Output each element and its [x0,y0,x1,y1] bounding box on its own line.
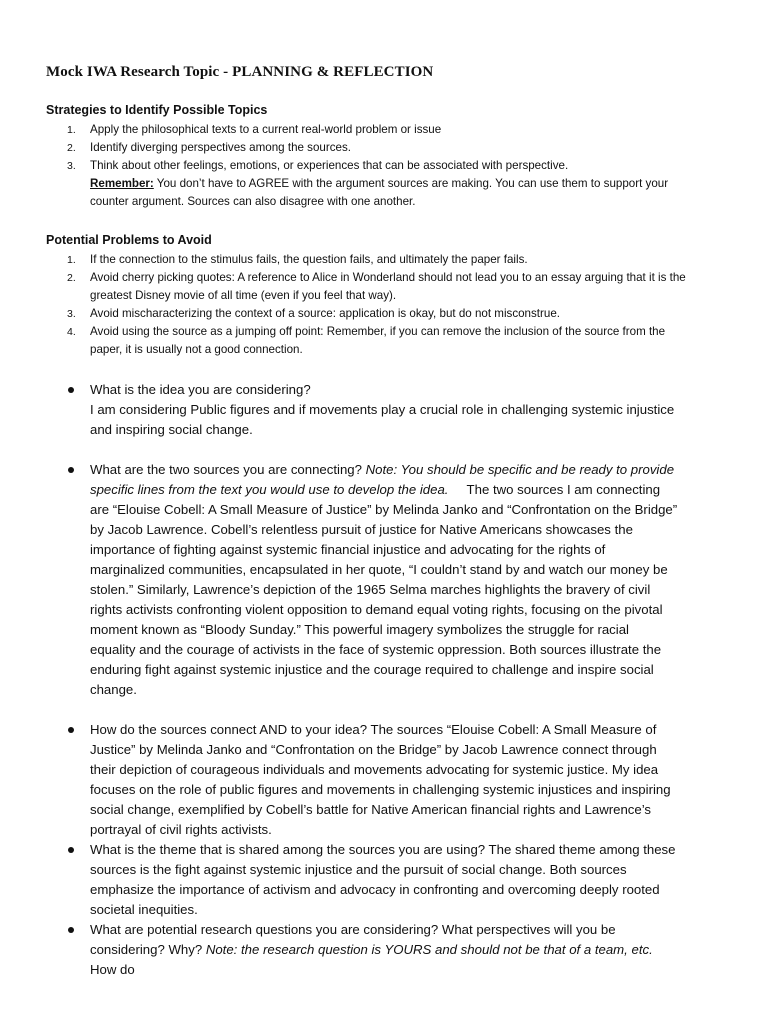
question-text: What is the theme that is shared among the sources you are using? [90,842,486,857]
list-item-text: If the connection to the stimulus fails, the question fails, and ultimately the paper fails. [90,253,528,266]
question-text: What are the two sources you are connecting? [90,462,366,477]
problems-list [46,251,686,359]
list-item-text: Avoid mischaracterizing the context of a source: application is okay, but do not misconstrue. [90,307,561,320]
answer-text: I am considering Public figures and if movements play a crucial role in challenging systemic injustice and inspiring social change. [90,402,675,437]
question-item [46,460,681,700]
bullet-icon [68,387,74,393]
strategies-heading: Strategies to Identify Possible Topics [46,103,268,117]
question-item [46,380,678,440]
question-text: What are potential research questions you are considering? What perspectives will you be considering? Why? [90,922,616,957]
bullet-icon [68,847,74,853]
list-item-text: Identify diverging perspectives among the sources. [90,141,352,154]
answer-text: How do [90,962,135,977]
bullet-icon [68,467,74,473]
list-item [46,323,686,359]
reflection-list [46,380,681,980]
list-item-text: Avoid using the source as a jumping off point: Remember, if you can remove the inclusion of the source from the paper, it is usually not a good connection. [90,325,666,356]
question-note: Note: the research question is YOURS and should not be that of a team, etc. [205,942,653,957]
remember-text: You don’t have to AGREE with the argument sources are making. You can use them to support your counter argument. Sources can also disagree with one another. [90,177,669,208]
list-number: 1. [67,124,76,136]
page-title: Mock IWA Research Topic - PLANNING & REFLECTION [46,64,434,80]
list-item-text: Think about other feelings, emotions, or experiences that can be associated with perspective. [90,159,569,172]
question-text: What is the idea you are considering? [90,382,311,397]
list-item [46,121,686,139]
list-number: 3. [67,308,76,320]
strategies-list [46,121,686,211]
bullet-icon [68,927,74,933]
list-item [46,139,686,157]
list-number: 2. [67,272,76,284]
list-number: 4. [67,326,76,338]
list-item [46,269,686,305]
question-item [46,720,678,840]
question-text: How do the sources connect AND to your idea? [90,722,368,737]
answer-text: The shared theme among these sources is the fight against systemic injustice and the pursuit of social change. Both sources emphasize the importance of activism and advocacy in confronting and overcoming deeply rooted societal inequities. [90,842,676,917]
answer-text: The two sources I am connecting are “Elouise Cobell: A Small Measure of Justice” by Melinda Janko and “Confrontation on the Bridge” by Jacob Lawrence. Cobell’s relentless pursuit of justice for Native Americans showcases the importance of fighting against systemic financial injustice and advocating for the rights of marginalized communities, encapsulated in her quote, “I couldn’t stand by and watch our money be stolen.” Similarly, Lawrence’s depiction of the 1965 Selma marches highlights the bravery of civil rights activists confronting violent opposition to demand equal voting rights, focusing on the pivotal moment known as “Bloody Sunday.” This powerful imagery symbolizes the struggle for racial equality and the courage of activists in the face of systemic oppression. Both sources illustrate the enduring fight against systemic injustice and the courage required to challenge and inspire social change. [90,482,681,697]
question-item [46,840,678,920]
problems-heading: Potential Problems to Avoid [46,233,212,247]
bullet-icon [68,727,74,733]
list-number: 1. [67,254,76,266]
list-item [46,305,686,323]
list-item [46,157,686,211]
list-item [46,251,686,269]
question-note: Note: You should be specific and be ready to provide specific lines from the text you would use to develop the idea. [90,462,675,497]
list-number: 2. [67,142,76,154]
answer-text: The sources “Elouise Cobell: A Small Measure of Justice” by Melinda Janko and “Confrontation on the Bridge” by Jacob Lawrence connect through their depiction of courageous individuals and movements advocating for systemic justice. My idea focuses on the role of public figures and movements in challenging systemic injustices and inspiring social change, exemplified by Cobell’s battle for Native American financial rights and Lawrence’s portrayal of civil rights activists. [90,722,671,837]
list-number: 3. [67,160,76,172]
list-item-text: Apply the philosophical texts to a current real-world problem or issue [90,123,442,136]
list-item-text: Avoid cherry picking quotes: A reference to Alice in Wonderland should not lead you to an essay arguing that it is the greatest Disney movie of all time (even if you feel that way). [90,271,686,302]
question-item [46,920,678,980]
remember-label: Remember: [90,177,154,190]
